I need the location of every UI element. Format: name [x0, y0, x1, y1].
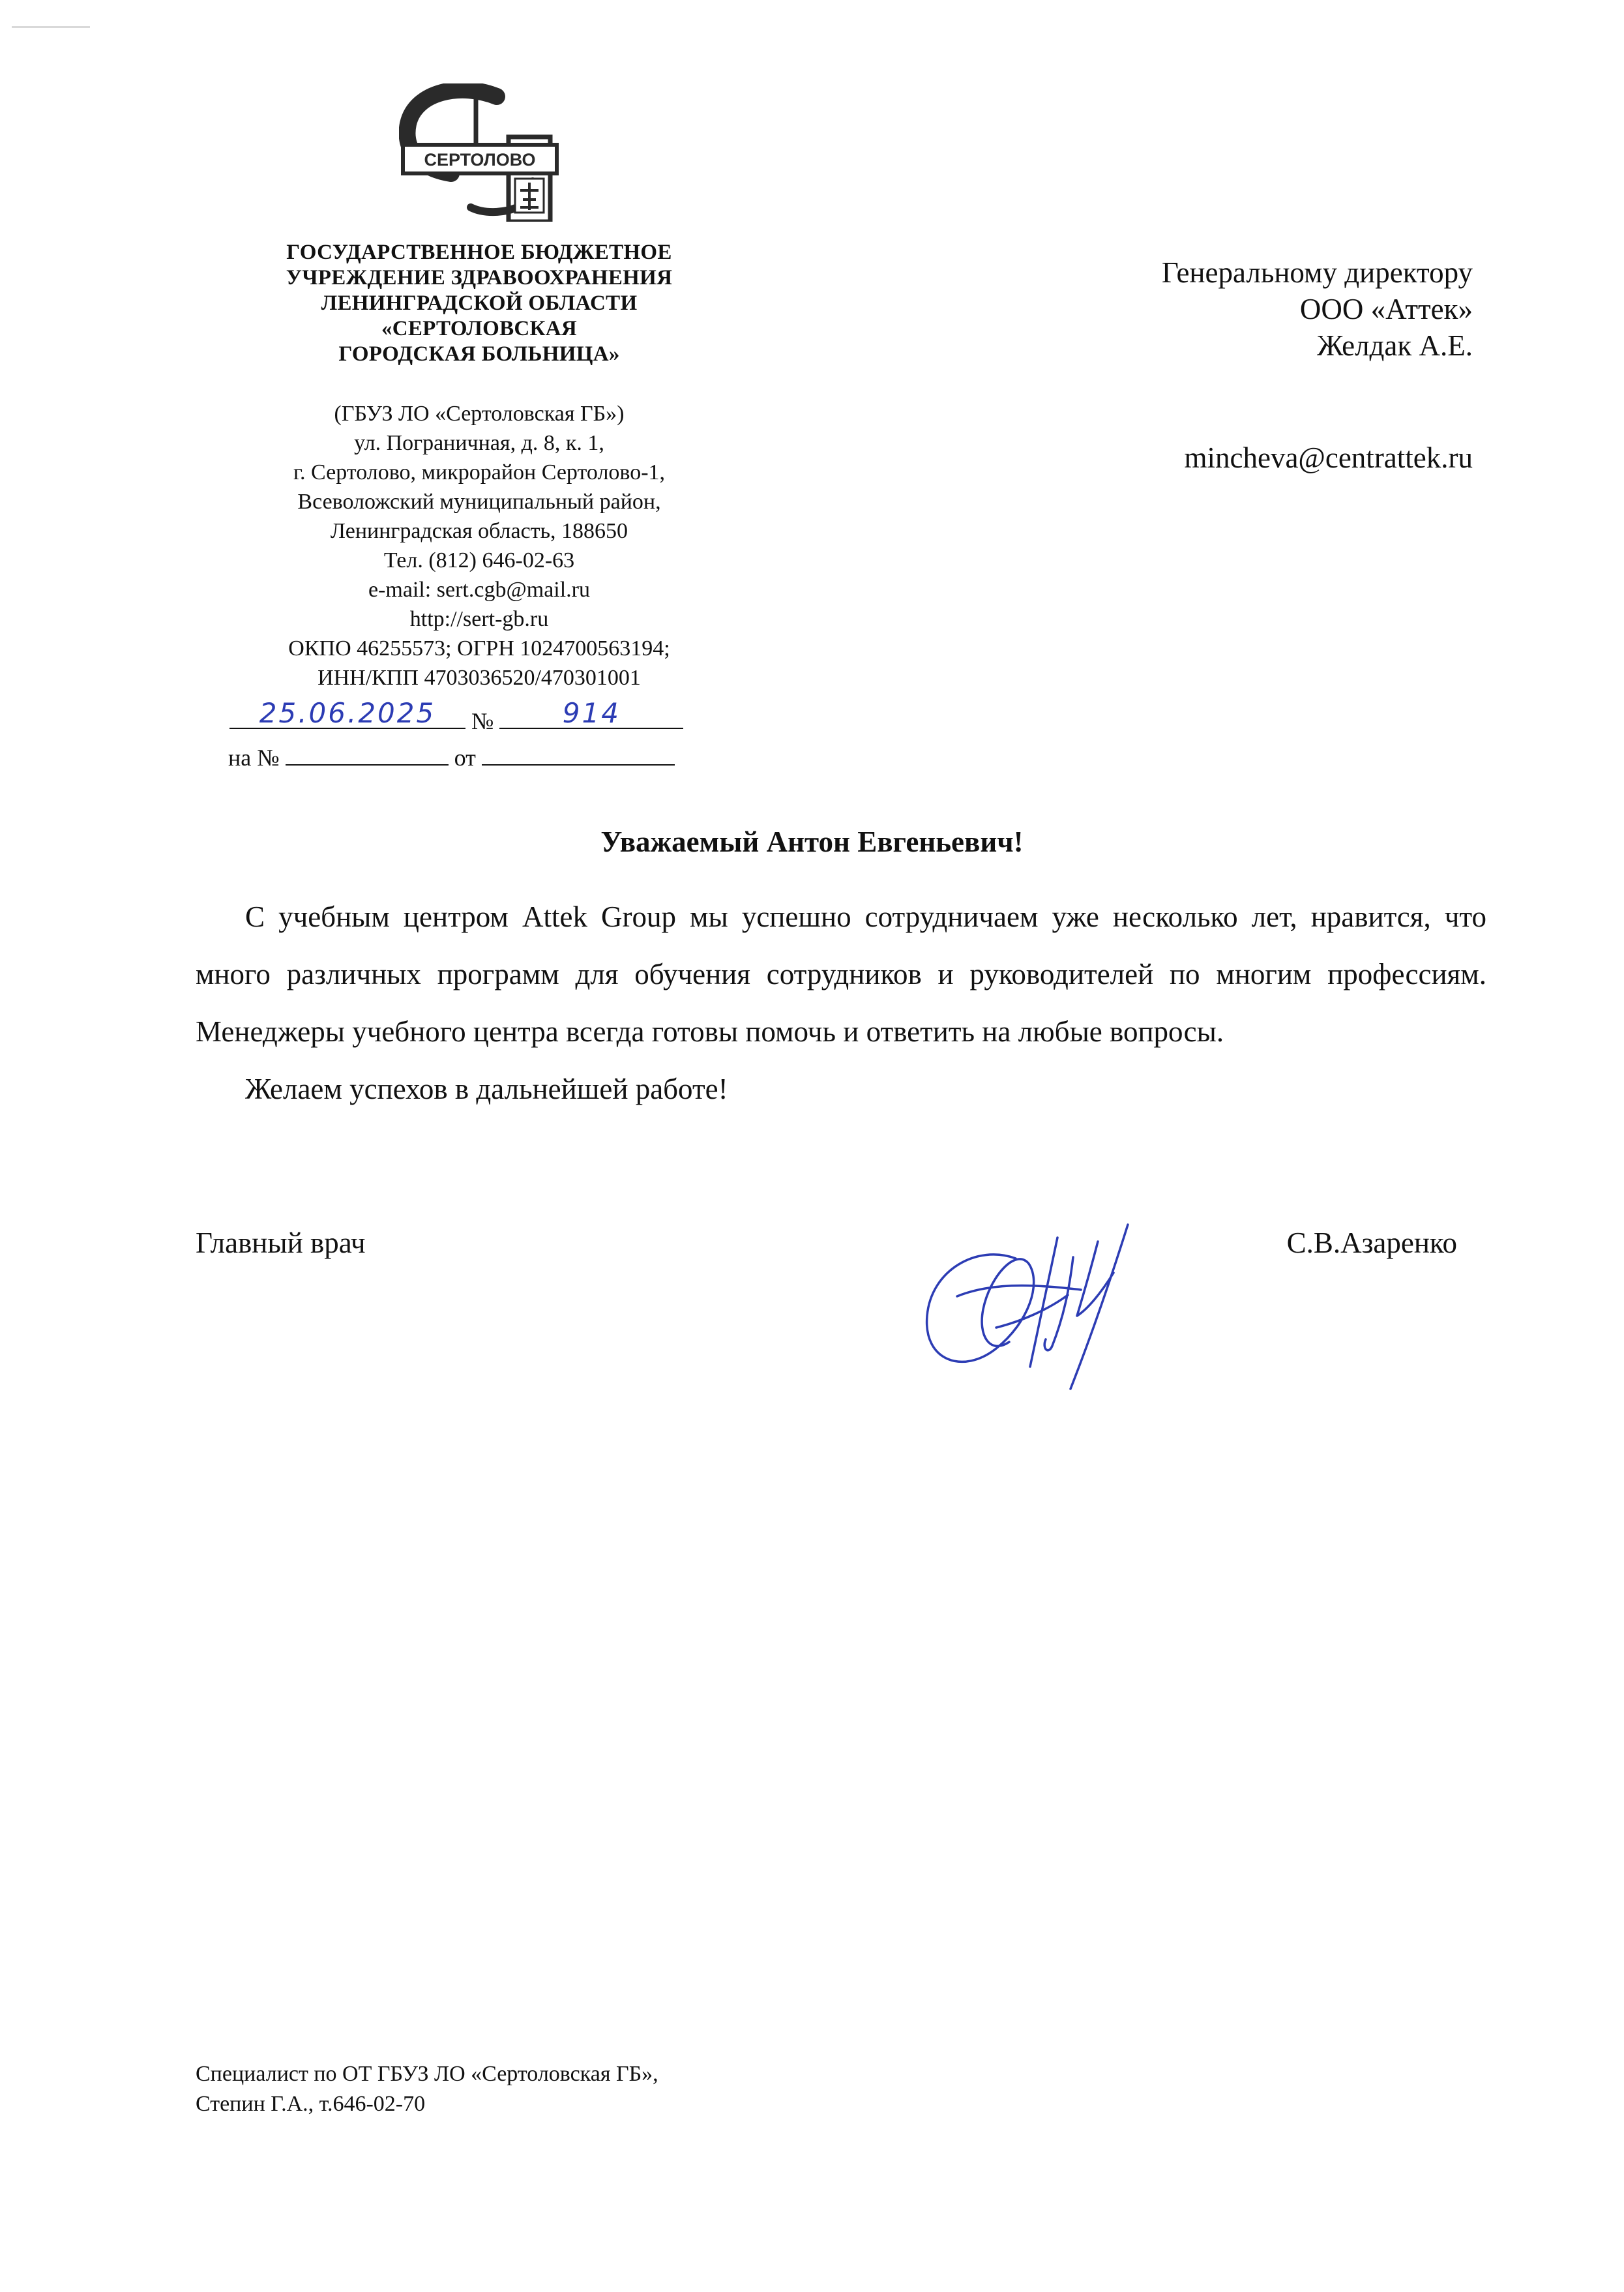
reply-number-label: на №: [228, 745, 280, 771]
sertolovo-hospital-emblem-icon: [399, 83, 563, 222]
salutation: Уважаемый Антон Евгеньевич!: [600, 826, 1024, 858]
signer-name: С.В.Азаренко: [1286, 1227, 1457, 1259]
number-sign: №: [471, 708, 494, 734]
recipient-block: [1162, 254, 1473, 364]
letter-body: [196, 888, 1486, 1118]
organization-email: e-mail: sert.cgb@mail.ru: [368, 578, 591, 602]
recipient-name: Желдак А.Е.: [1317, 329, 1473, 362]
recipient-email: mincheva@centrattek.ru: [1184, 441, 1473, 474]
signer-position: Главный врач: [196, 1227, 366, 1259]
organization-address-line: ул. Пограничная, д. 8, к. 1,: [354, 431, 604, 455]
organization-address-line: Всеволожский муниципальный район,: [297, 490, 661, 514]
recipient-company: ООО «Аттек»: [1299, 293, 1473, 325]
organization-inn-kpp: ИНН/КПП 4703036520/470301001: [317, 666, 641, 690]
organization-name-line: ГОРОДСКАЯ БОЛЬНИЦА»: [338, 342, 620, 366]
logo-text: СЕРТОЛОВО: [424, 150, 536, 170]
organization-short-name: (ГБУЗ ЛО «Сертоловская ГБ»): [334, 402, 625, 426]
executor-note: [196, 2059, 658, 2119]
reply-date-field: [482, 743, 675, 766]
executor-contact: Степин Г.А., т.646-02-70: [196, 2092, 426, 2116]
executor-position: Специалист по ОТ ГБУЗ ЛО «Сертоловская ГБ»,: [196, 2062, 658, 2086]
organization-name: [215, 240, 743, 367]
body-paragraph: С учебным центром Attek Group мы успешно сотрудничаем уже несколько лет, нравится, что много различных программ для обучения сотрудников и руководителей по многим профессиям. Менеджеры учебного центра всегда готовы помочь и ответить на любые вопросы.: [196, 900, 1486, 1048]
handwritten-signature: [918, 1218, 1153, 1393]
reply-number-field: [286, 743, 449, 766]
body-paragraph: Желаем успехов в дальнейшей работе!: [245, 1073, 728, 1105]
organization-name-line: УЧРЕЖДЕНИЕ ЗДРАВООХРАНЕНИЯ: [286, 266, 673, 290]
organization-address-line: г. Сертолово, микрорайон Сертолово-1,: [293, 460, 666, 484]
organization-name-line: ГОСУДАРСТВЕННОЕ БЮДЖЕТНОЕ: [286, 241, 672, 264]
organization-details: [215, 399, 743, 692]
organization-address-line: Ленинградская область, 188650: [330, 519, 628, 543]
outgoing-number: 914: [562, 697, 621, 729]
outgoing-date-field: [229, 697, 465, 729]
outgoing-number-field: [499, 697, 683, 729]
organization-name-line: «СЕРТОЛОВСКАЯ: [381, 317, 578, 340]
organization-website: http://sert-gb.ru: [409, 607, 549, 631]
recipient-position: Генеральному директору: [1161, 256, 1473, 289]
organization-phone: Тел. (812) 646-02-63: [383, 548, 575, 573]
organization-okpo-ogrn: ОКПО 46255573; ОГРН 1024700563194;: [288, 636, 670, 661]
organization-name-line: ЛЕНИНГРАДСКОЙ ОБЛАСТИ: [321, 291, 638, 315]
reply-date-label: от: [454, 745, 476, 771]
outgoing-registration-line: [229, 697, 683, 735]
scan-edge-mark: [12, 26, 90, 28]
outgoing-date: 25.06.2025: [259, 697, 436, 729]
reply-registration-line: [228, 743, 675, 771]
